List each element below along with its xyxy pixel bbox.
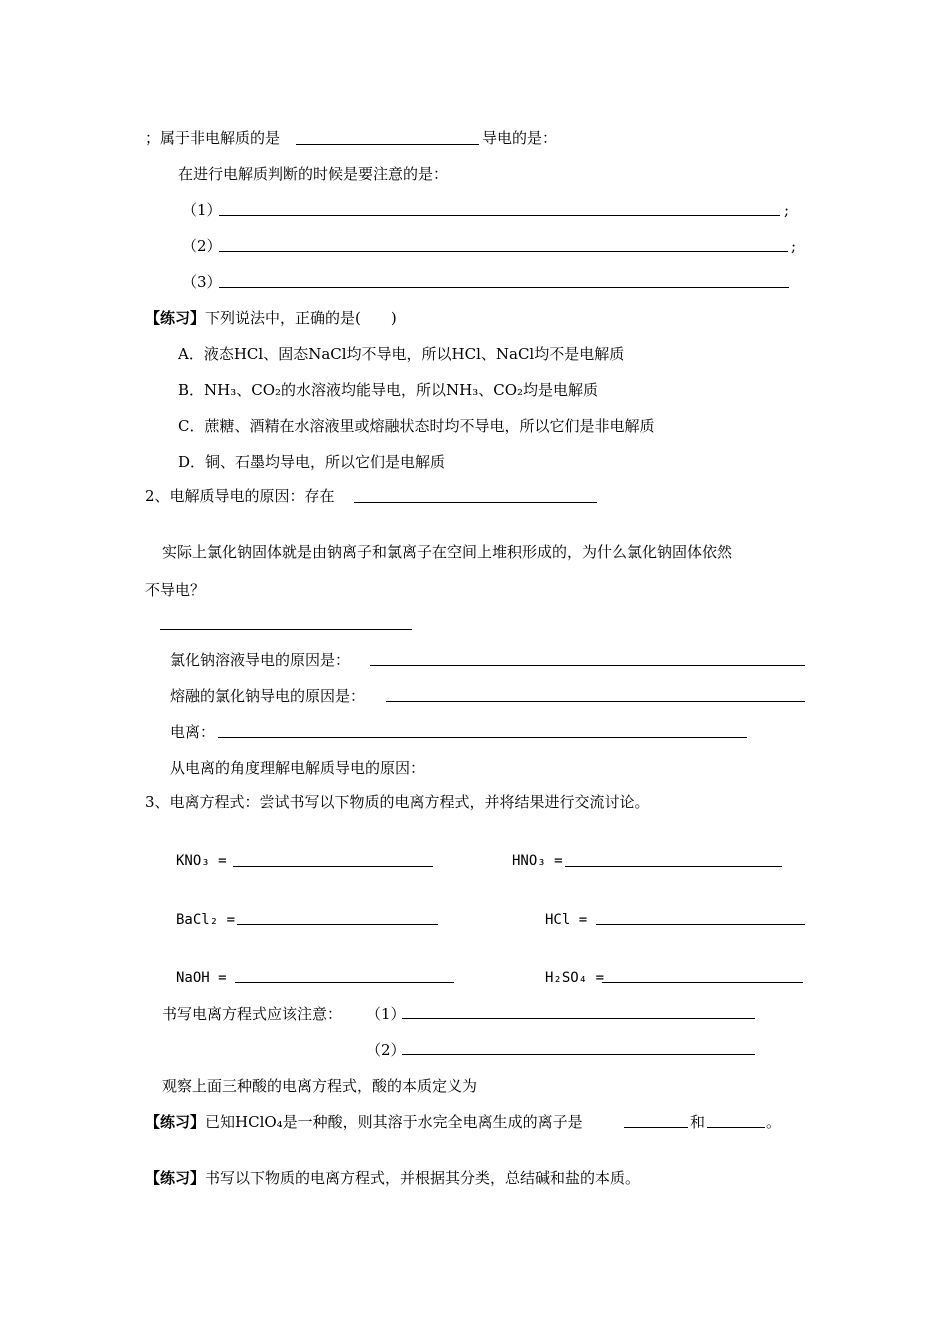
practice1-option-a: A．液态HCl、固态NaCl均不导电，所以HCl、NaCl均不是电解质 — [178, 345, 625, 363]
eq-naoh-blank[interactable] — [235, 982, 454, 983]
section2-title: 2、电解质导电的原因：存在 — [145, 487, 335, 505]
notes-item-2-blank[interactable] — [402, 1054, 755, 1055]
solution-blank[interactable] — [370, 665, 805, 666]
eq-bacl2-label: BaCl₂ = — [176, 912, 236, 928]
eq-kno3-label: KNO₃ = — [176, 853, 227, 869]
practice2-blank-2[interactable] — [707, 1127, 765, 1128]
practice2-blank-1[interactable] — [624, 1127, 688, 1128]
practice2-text-a: 已知HClO₄是一种酸，则其溶于水完全电离生成的离子是 — [205, 1113, 583, 1131]
practice1-option-b: B．NH₃、CO₂的水溶液均能导电，所以NH₃、CO₂均是电解质 — [178, 381, 599, 399]
notice-intro: 在进行电解质判断的时候是要注意的是： — [178, 165, 449, 183]
notice-item-2-label: （2） — [182, 237, 222, 255]
nonelectrolyte-prefix: ；属于非电解质的是 — [145, 129, 281, 147]
practice1-option-d: D．铜、石墨均导电，所以它们是电解质 — [178, 453, 446, 471]
notice-item-1-blank[interactable] — [219, 215, 780, 216]
notes-label: 书写电离方程式应该注意： — [162, 1005, 343, 1023]
practice1-line — [145, 308, 397, 328]
notice-item-3-blank[interactable] — [219, 287, 789, 288]
section2-answer-blank[interactable] — [160, 629, 412, 630]
practice1-tag: 【练习】 — [145, 309, 206, 327]
section3-title: 3、电离方程式：尝试书写以下物质的电离方程式，并将结果进行交流讨论。 — [145, 793, 650, 811]
understanding-label: 从电离的角度理解电解质导电的原因： — [170, 759, 426, 777]
ionization-blank[interactable] — [218, 737, 747, 738]
practice1-question: 下列说法中，正确的是( ) — [205, 309, 397, 327]
eq-hcl-label: HCl = — [545, 912, 588, 928]
eq-bacl2-blank[interactable] — [237, 924, 438, 925]
practice2-tag: 【练习】 — [145, 1113, 206, 1131]
practice3-tag: 【练习】 — [145, 1169, 206, 1187]
molten-label: 熔融的氯化钠导电的原因是： — [170, 687, 366, 705]
ionization-label: 电离： — [170, 723, 216, 741]
section2-question-line2: 不导电？ — [145, 581, 206, 599]
conductive-label: 导电的是： — [482, 129, 558, 147]
notice-item-2-end: ; — [791, 237, 797, 255]
eq-hcl-blank[interactable] — [596, 924, 805, 925]
notes-item-1-label: （1） — [366, 1005, 406, 1023]
nonelectrolyte-blank[interactable] — [296, 144, 479, 145]
molten-blank[interactable] — [386, 701, 805, 702]
practice1-option-c: C．蔗糖、酒精在水溶液里或熔融状态时均不导电，所以它们是非电解质 — [178, 417, 655, 435]
acid-definition: 观察上面三种酸的电离方程式，酸的本质定义为 — [162, 1077, 478, 1095]
eq-kno3-blank[interactable] — [233, 866, 433, 867]
eq-h2so4-label: H₂SO₄ = — [545, 970, 605, 986]
notice-item-1-end: ; — [784, 201, 790, 219]
practice2-and: 和 — [690, 1113, 706, 1131]
section2-question-line1: 实际上氯化钠固体就是由钠离子和氯离子在空间上堆积形成的，为什么氯化钠固体依然 — [162, 543, 733, 561]
solution-label: 氯化钠溶液导电的原因是： — [170, 651, 351, 669]
notes-item-1-blank[interactable] — [402, 1018, 755, 1019]
practice3-text: 书写以下物质的电离方程式，并根据其分类，总结碱和盐的本质。 — [205, 1169, 641, 1187]
nonelectrolyte-line — [145, 128, 280, 148]
notes-item-2-label: （2） — [366, 1041, 406, 1059]
section2-blank[interactable] — [354, 502, 597, 503]
notice-item-2-blank[interactable] — [219, 251, 788, 252]
eq-hno3-blank[interactable] — [565, 866, 782, 867]
practice2-line — [145, 1112, 583, 1132]
notice-item-3-label: （3） — [182, 273, 222, 291]
practice2-end: 。 — [766, 1113, 782, 1131]
eq-naoh-label: NaOH = — [176, 970, 227, 986]
practice3-line — [145, 1168, 640, 1188]
notice-item-1-label: （1） — [182, 201, 222, 219]
eq-hno3-label: HNO₃ = — [512, 853, 563, 869]
eq-h2so4-blank[interactable] — [602, 982, 803, 983]
